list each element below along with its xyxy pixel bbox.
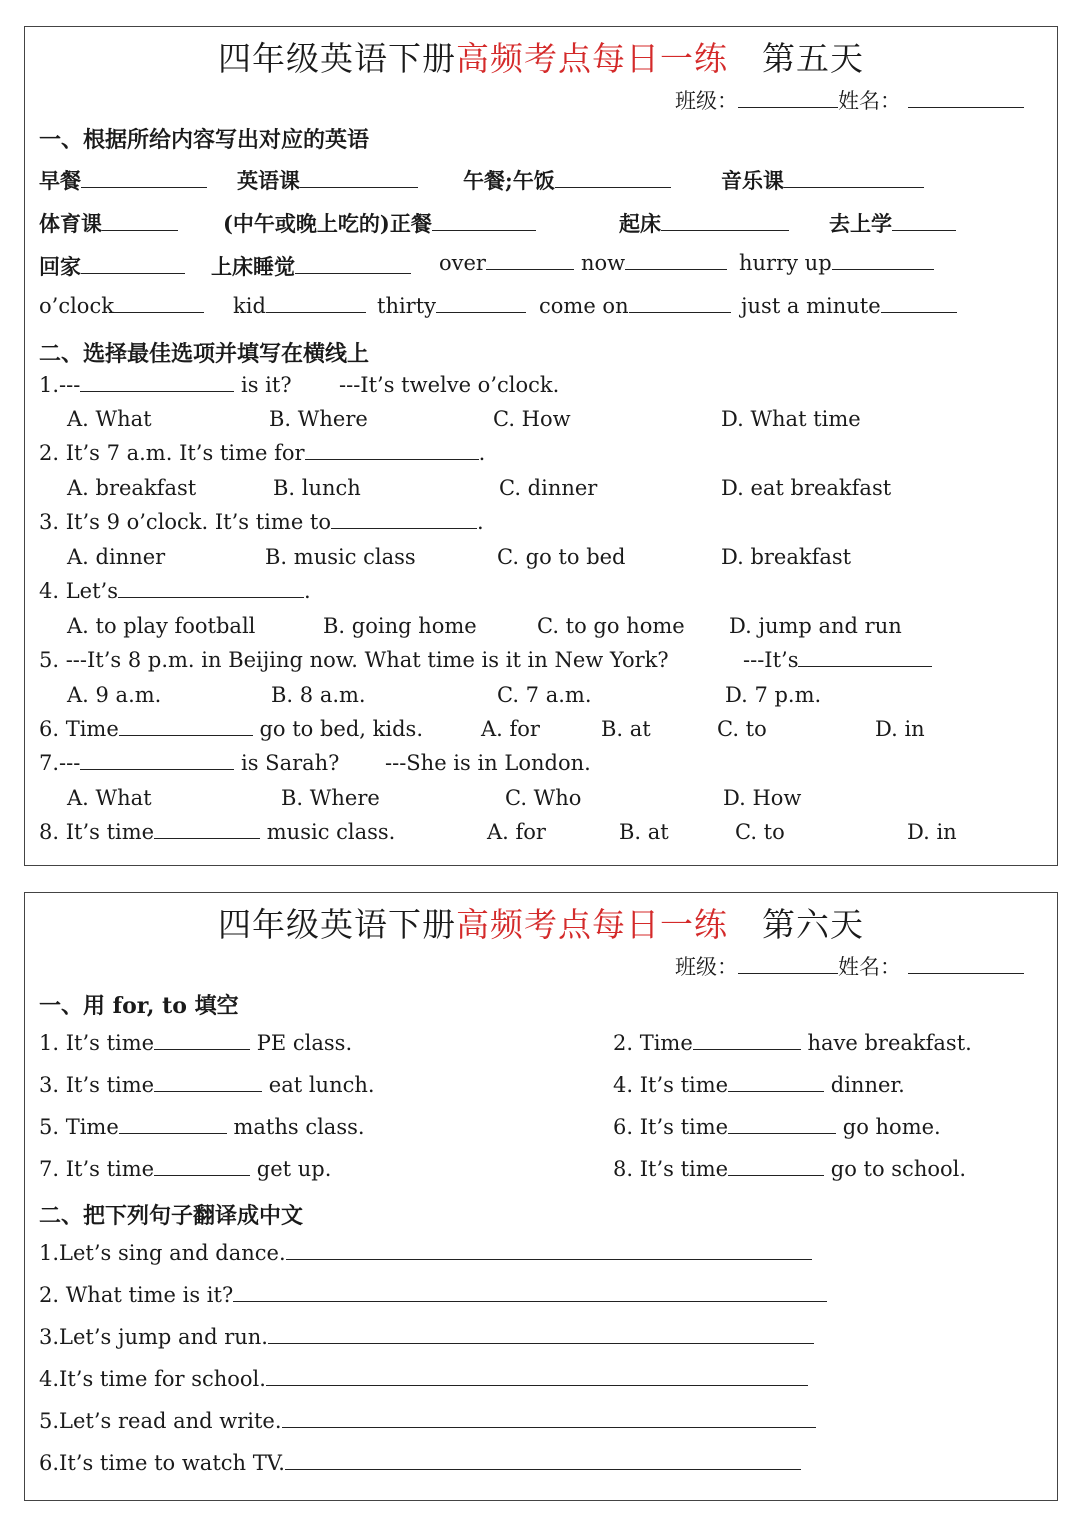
question-1-reply: ---It’s twelve o’clock. [339,373,560,397]
vocab-item: 体育课 [39,208,178,238]
class-label: 班级： [675,955,738,979]
option-a[interactable]: A. breakfast [67,476,197,500]
option-a[interactable]: A. to play football [67,614,256,638]
question-4: 4. Let’s . [39,579,311,603]
fill-item-8: 8. It’s time go to school. [613,1157,967,1181]
vocab-item: now [581,251,727,275]
vocab-item: 起床 [619,208,789,238]
answer-blank[interactable] [432,212,536,231]
option-a[interactable]: A. for [481,717,540,741]
option-d[interactable]: D. eat breakfast [721,476,892,500]
option-c[interactable]: C. go to bed [497,545,626,569]
section1-title: 一、用 for, to 填空 [39,993,239,1019]
option-a[interactable]: A. What [67,786,152,810]
answer-blank[interactable] [285,1451,801,1470]
title-highlight: 高频考点每日一练 [456,905,728,944]
name-blank[interactable] [908,87,1024,108]
answer-blank[interactable] [693,1031,801,1050]
option-b[interactable]: B. at [601,717,651,741]
translate-item-5: 5.Let’s read and write. [39,1409,816,1433]
answer-blank[interactable] [728,1115,836,1134]
answer-blank[interactable] [661,212,789,231]
answer-blank[interactable] [118,579,304,598]
question-5-reply: ---It’s [743,648,932,672]
day6-title [25,899,1057,946]
answer-blank[interactable] [300,169,418,188]
answer-blank[interactable] [436,294,526,313]
vocab-item: kid [233,294,366,318]
vocab-item: 上床睡觉 [211,251,411,281]
option-b[interactable]: B. Where [281,786,380,810]
class-name-row [675,951,1024,981]
day6-worksheet [24,892,1058,1501]
question-7: 7.--- is Sarah? [39,751,340,775]
answer-blank[interactable] [266,294,366,313]
name-label: 姓名： [838,955,901,979]
class-blank[interactable] [738,87,838,108]
title-grade: 四年级英语下册 [218,39,456,78]
answer-blank[interactable] [728,1157,824,1176]
answer-blank[interactable] [80,373,234,392]
option-c[interactable]: C. to go home [537,614,685,638]
option-d[interactable]: D. breakfast [721,545,852,569]
answer-blank[interactable] [555,169,671,188]
answer-blank[interactable] [892,212,956,231]
title-grade: 四年级英语下册 [218,905,456,944]
option-a[interactable]: A. for [487,820,546,844]
answer-blank[interactable] [154,1073,262,1092]
class-blank[interactable] [738,953,838,974]
fill-item-1: 1. It’s time PE class. [39,1031,353,1055]
question-7-reply: ---She is in London. [385,751,591,775]
fill-item-6: 6. It’s time go home. [613,1115,941,1139]
option-d[interactable]: D. What time [721,407,861,431]
option-d[interactable]: D. 7 p.m. [725,683,822,707]
answer-blank[interactable] [881,294,957,313]
vocab-item: over [439,251,574,275]
answer-blank[interactable] [154,820,260,839]
fill-item-2: 2. Time have breakfast. [613,1031,972,1055]
vocab-item: 去上学 [829,208,956,238]
answer-blank[interactable] [80,751,234,770]
question-8: 8. It’s time music class. [39,820,396,844]
answer-blank[interactable] [154,1031,250,1050]
day5-title [25,33,1057,80]
vocab-item: just a minute [741,294,957,318]
vocab-item: (中午或晚上吃的)正餐 [223,208,536,238]
option-a[interactable]: A. dinner [67,545,166,569]
answer-blank[interactable] [282,1409,816,1428]
answer-blank[interactable] [119,1115,227,1134]
vocab-item: thirty [377,294,526,318]
title-highlight: 高频考点每日一练 [456,39,728,78]
option-c[interactable]: C. How [493,407,571,431]
class-label: 班级： [675,89,738,113]
answer-blank[interactable] [331,510,477,529]
fill-item-5: 5. Time maths class. [39,1115,365,1139]
section2-title: 二、把下列句子翻译成中文 [39,1203,304,1229]
vocab-item: 回家 [39,251,185,281]
option-b[interactable]: B. lunch [273,476,361,500]
title-day: 第六天 [762,905,864,944]
answer-blank[interactable] [268,1325,814,1344]
option-c[interactable]: C. dinner [499,476,598,500]
vocab-item: 英语课 [237,165,418,195]
answer-blank[interactable] [154,1157,250,1176]
vocab-item: hurry up [739,251,934,275]
answer-blank[interactable] [119,717,253,736]
option-c[interactable]: C. 7 a.m. [497,683,592,707]
translate-item-3: 3.Let’s jump and run. [39,1325,814,1349]
name-label: 姓名： [838,89,901,113]
answer-blank[interactable] [625,251,727,270]
answer-blank[interactable] [305,441,479,460]
title-day: 第五天 [762,39,864,78]
option-c[interactable]: C. to [717,717,767,741]
vocab-item: come on [539,294,731,318]
option-b[interactable]: B. going home [323,614,477,638]
answer-blank[interactable] [629,294,731,313]
answer-blank[interactable] [233,1283,827,1302]
answer-blank[interactable] [266,1367,808,1386]
vocab-item: 午餐;午饭 [463,165,671,195]
option-b[interactable]: B. at [619,820,669,844]
question-3: 3. It’s 9 o’clock. It’s time to . [39,510,484,534]
fill-item-4: 4. It’s time dinner. [613,1073,905,1097]
option-b[interactable]: B. Where [269,407,368,431]
answer-blank[interactable] [102,212,178,231]
answer-blank[interactable] [784,169,924,188]
question-1: 1.--- is it? [39,373,292,397]
option-d[interactable]: D. in [907,820,957,844]
question-2: 2. It’s 7 a.m. It’s time for . [39,441,486,465]
option-c[interactable]: C. Who [505,786,582,810]
vocab-item: 音乐课 [721,165,924,195]
translate-item-1: 1.Let’s sing and dance. [39,1241,812,1265]
option-d[interactable]: D. jump and run [729,614,902,638]
name-blank[interactable] [908,953,1024,974]
answer-blank[interactable] [832,251,934,270]
question-6: 6. Time go to bed, kids. [39,717,423,741]
option-b[interactable]: B. 8 a.m. [271,683,366,707]
day5-worksheet [24,26,1058,866]
question-5: 5. ---It’s 8 p.m. in Beijing now. What time is it in New York? [39,648,669,672]
answer-blank[interactable] [295,255,411,274]
option-a[interactable]: A. What [67,407,152,431]
translate-item-6: 6.It’s time to watch TV. [39,1451,801,1475]
class-name-row [675,85,1024,115]
option-d[interactable]: D. How [723,786,802,810]
answer-blank[interactable] [81,169,207,188]
vocab-item: o’clock [39,294,204,318]
section2-title: 二、选择最佳选项并填写在横线上 [39,341,370,367]
option-b[interactable]: B. music class [265,545,416,569]
answer-blank[interactable] [81,255,185,274]
option-a[interactable]: A. 9 a.m. [67,683,162,707]
answer-blank[interactable] [114,294,204,313]
answer-blank[interactable] [286,1241,812,1260]
section1-title: 一、根据所给内容写出对应的英语 [39,127,370,153]
fill-item-7: 7. It’s time get up. [39,1157,332,1181]
translate-item-4: 4.It’s time for school. [39,1367,808,1391]
translate-item-2: 2. What time is it? [39,1283,827,1307]
answer-blank[interactable] [798,648,932,667]
option-d[interactable]: D. in [875,717,925,741]
option-c[interactable]: C. to [735,820,785,844]
vocab-item: 早餐 [39,165,207,195]
fill-item-3: 3. It’s time eat lunch. [39,1073,375,1097]
answer-blank[interactable] [486,251,574,270]
answer-blank[interactable] [728,1073,824,1092]
